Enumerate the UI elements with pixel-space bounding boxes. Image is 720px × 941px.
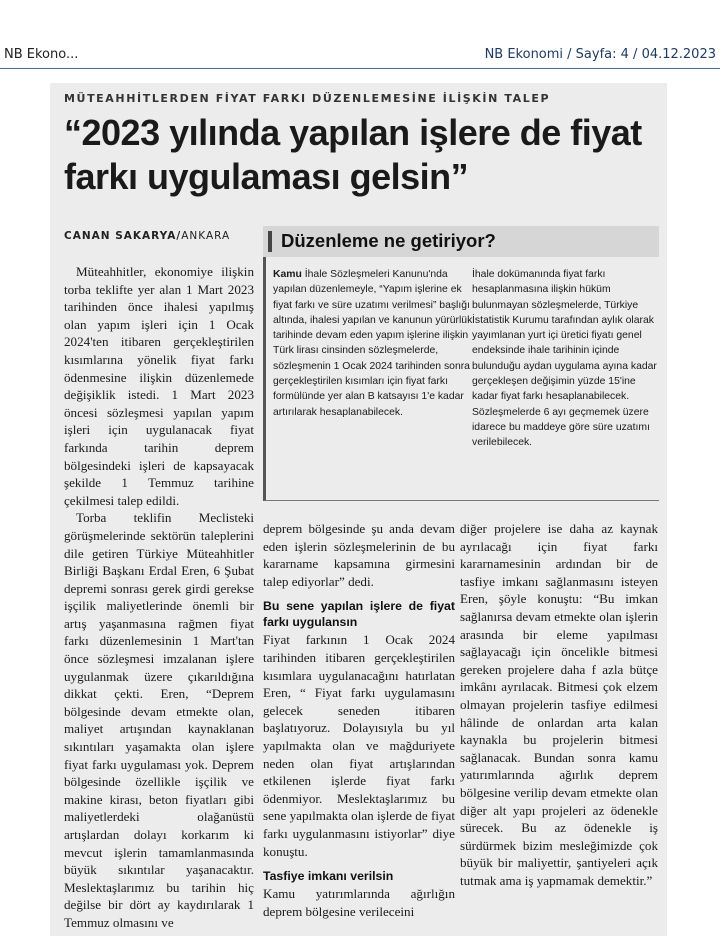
sidebar-box-column-2: İhale dokümanında fiyat farkı hesaplanmasına ilişkin hüküm bulunmayan sözleşmelerde, Türkiye İstatistik Kurumu tarafından aylık olarak yayımlanan yurt içi üretici fiyatı genel endeksinde ihale tarihinin içinde bulunduğu aydan uygulama ayına kadar gerçekleşen değişimin yüzde 15'ine kadar fiyat farkı hesaplanabilecek. Sözleşmelerde 6 ayı geçmemek üzere idarece bu maddeye göre süre uzatımı verilebilecek.	[472, 269, 657, 449]
publication-short-title: NB Ekono...	[4, 47, 79, 62]
article-paragraph: Fiyat farkının 1 Ocak 2024 tarihinden itibaren gerçekleştirilen kısımlara uygulanacağını hatırlatan Eren, “ Fiyat farkı uygulamasını gelecek seneden itibaren başlatıyoruz. Dolayısıyla bu yıl yapılmakta olan ve mağduriyete neden olan fiyat artışlarından etkilenen işlerde fiyat farkı ödenmiyor. Meslektaşlarımız bu sene yapılmakta olan işlerde de fiyat farkı uygulanmasını istiyorlar” diye konuştu.	[263, 632, 455, 859]
article-column-3	[460, 520, 658, 889]
subheading: Tasfiye imkanı verilsin	[263, 869, 394, 884]
sidebar-box-title: Düzenleme ne getiriyor?	[281, 230, 496, 251]
sidebar-box-header	[263, 226, 659, 257]
byline-city: ANKARA	[181, 230, 231, 242]
sidebar-box-marker	[268, 231, 272, 252]
article-kicker: MÜTEAHHİTLERDEN FİYAT FARKI DÜZENLEMESİNE İLİŞKİN TALEP	[64, 92, 551, 105]
sidebar-box-column-1	[273, 267, 473, 420]
article-paragraph: diğer projelere ise daha az kaynak ayrılacağı için fiyat farkı kararnamesinin ardından bir de tasfiye imkanı sağlanmasını isteyen Eren, şöyle konuştu: “Bu imkan sağlanırsa devam etmekte olan işlerin arasında bir eleme yapılması sağlayacağı için öncelikle bitmesi gereken projelere daha f azla bütçe imkânı ayrılacak. Bitmesi çok elzem olmayan projelerin tasfiye edilmesi hâlinde de onlardan arta kalan kaynakla bu projelerin bitmesi sağlanacak. Bundan sonra kamu yatırımlarında ağırlık deprem bölgesine verilip devam etmekte olan diğer alt yapı projeleri az ödenekle sürecek. Bu az ödenekle iş sürdürmek bizim mesleğimizde çok büyük bir maliyettir, şantiyeleri açık tutmak ama iş yapmamak demektir.”	[460, 521, 658, 888]
article-column-1	[64, 263, 254, 932]
sidebar-box	[263, 257, 659, 501]
header-divider	[0, 68, 720, 69]
sidebar-box-lead: Kamu	[273, 269, 302, 280]
article-paragraph: Müteahhitler, ekonomiye ilişkin torba teklifte yer alan 1 Mart 2023 tarihinden önce ihalesi yapılmış olan yapım işleri için 1 Ocak 2024'ten itibaren gerçekleştirilen kısımlarına yönelik fiyat farkı ödenmesine ilişkin düzenlemede değişiklik istedi. 1 Mart 2023 öncesi sözleşmesi yapılan yapım işleri için uygulanacak fiyat farkında tarihin deprem bölgesindeki işleri de kapsayacak şekilde 1 Temmuz tarihine çekilmesi talep edildi.	[64, 264, 254, 508]
article-column-2	[263, 520, 455, 920]
article-paragraph: Torba teklifin Meclisteki görüşmelerinde sektörün taleplerini dile getiren Türkiye Müteahhitler Birliği Başkanı Erdal Eren, 6 Şubat depremi sonrası gerek girdi gerekse işçilik maliyetlerinde önemli bir artış yaşanmasına rağmen fiyat farkı düzenlemesinin 1 Mart'tan önce sözleşmesi imzalanan işlere uygulanmak üzere çıkarıldığına dikkat çekti. Eren, “Deprem bölgesinde devam etmekte olan, maliyet artışından kaynaklanan sıkıntıları yaşamakta olan işlere fiyat farkı uygulaması yok. Deprem bölgesinde özellikle işçilik ve makine kirası, beton fiyatları gibi maliyetlerdeki olağanüstü artışlardan dolayı korkarım ki mevcut işlerin tamamlanmasında büyük sıkıntılar yaşanacaktır. Meslektaşlarımız bu tarihin hiç değilse bir dört ay kaydırılarak 1 Temmuz olmasını ve	[64, 510, 254, 930]
sidebar-box-text-1: İhale Sözleşmeleri Kanunu'nda yapılan düzenlemeyle, “Yapım işlerine ek fiyat farkı ve süre uzatımı verilmesi” başlığı altında, ihalesi yapılan ve kanunun yürürlük tarihinde devam eden yapım işlerine ilişkin Türk lirası cinsinden sözleşmelerde, sözleşmenin 1 Ocak 2024 tarihinden sonra gerçekleştirilen kısımları için fiyat farkı formülünde yer alan B katsayısı 1'e kadar artırılarak hesaplanabilecek.	[273, 269, 473, 418]
article-headline: “2023 yılında yapılan işlere de fiyat farkı uygulaması gelsin”	[64, 112, 642, 197]
byline-author: CANAN SAKARYA/	[64, 230, 182, 242]
publication-page-info: NB Ekonomi / Sayfa: 4 / 04.12.2023	[484, 47, 716, 62]
article-paragraph: deprem bölgesinde şu anda devam eden işlerin sözleşmelerinin de bu kararname kapsamına girmesini talep ediyorlar” dedi.	[263, 521, 455, 589]
page-header	[0, 0, 720, 70]
newspaper-clipping	[50, 83, 667, 936]
subheading: Bu sene yapılan işlere de fiyat farkı uygulansın	[263, 599, 455, 630]
article-paragraph: Kamu yatırımlarında ağırlığın deprem bölgesine verileceini	[263, 886, 455, 919]
byline	[64, 230, 230, 242]
